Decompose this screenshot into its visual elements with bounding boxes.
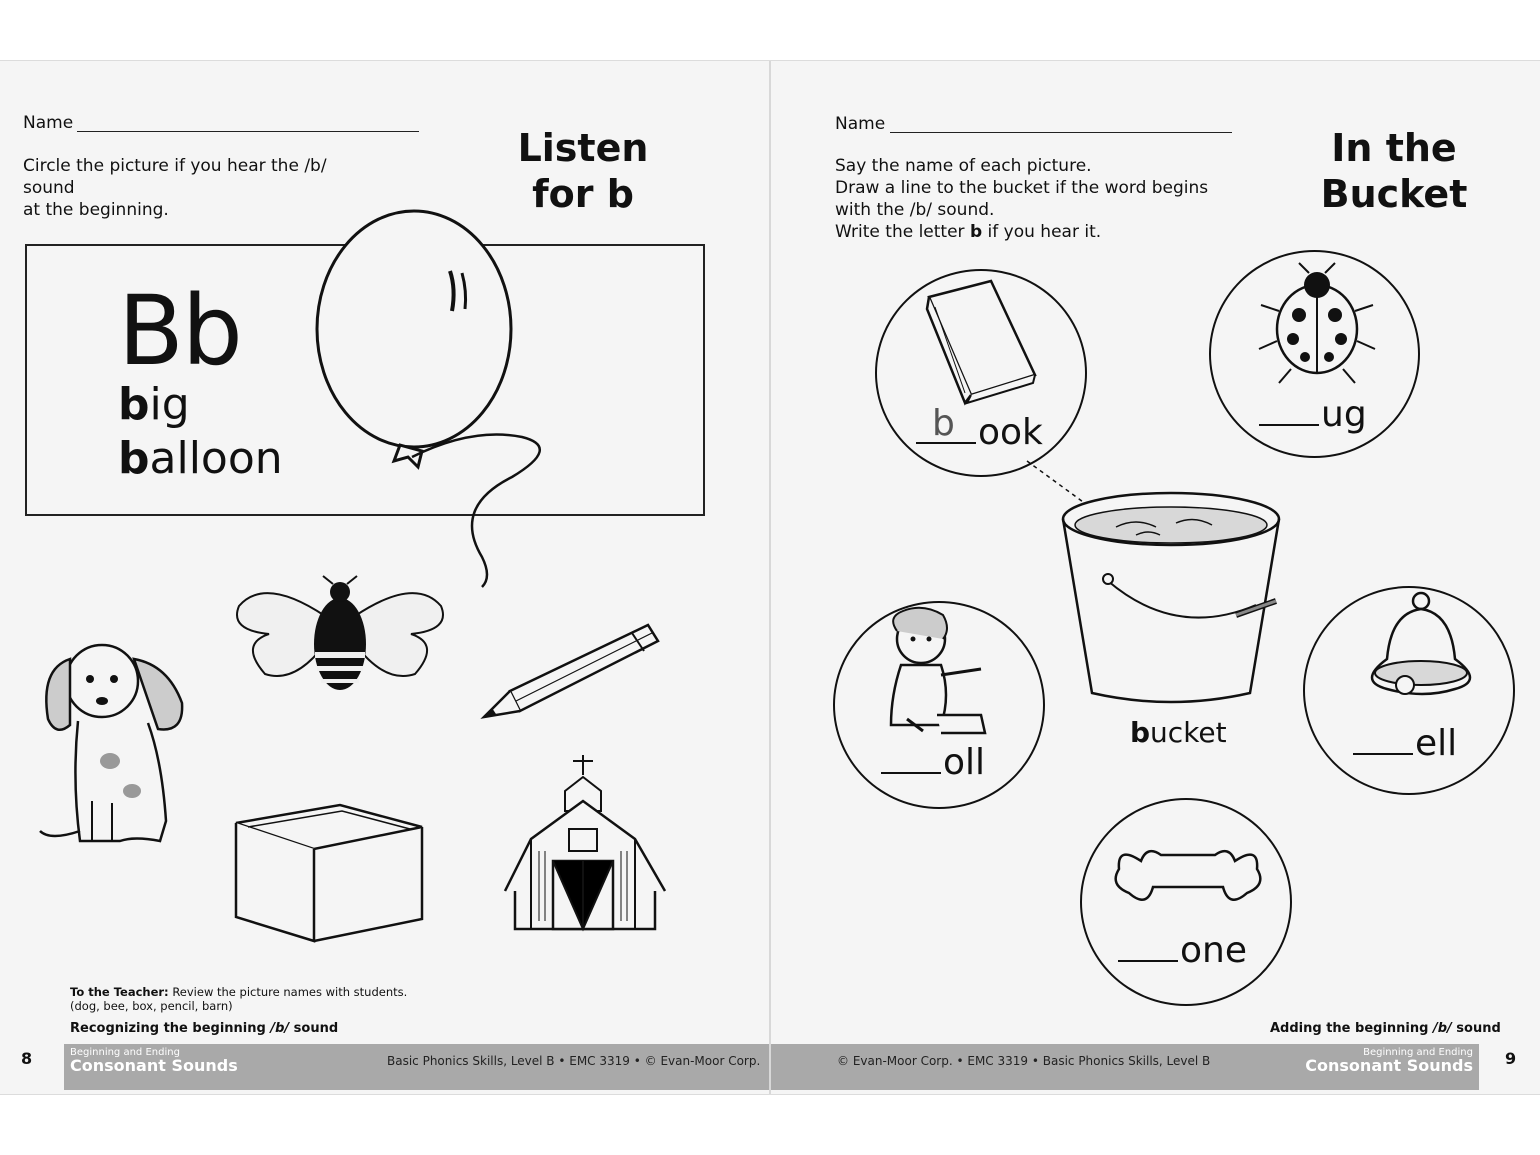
- bell-word: [1353, 724, 1457, 764]
- bucket-icon[interactable]: [1056, 489, 1286, 729]
- band-title: Consonant Sounds: [70, 1056, 238, 1075]
- traced-letter: b: [932, 403, 955, 444]
- instruction-bold: b: [969, 222, 983, 242]
- skill-caption: [1270, 1021, 1501, 1036]
- bone-word: [1118, 931, 1247, 971]
- footer-band: [771, 1044, 1479, 1090]
- skill-text: Recognizing the beginning: [70, 1021, 271, 1036]
- title-line: In the: [1331, 126, 1457, 170]
- band-subtitle: Beginning and Ending: [70, 1047, 180, 1058]
- word-rest: ig: [149, 379, 190, 430]
- bell-icon: [1355, 591, 1475, 701]
- word-ending: oll: [943, 742, 986, 783]
- right-page: [771, 61, 1540, 1094]
- word-ending: ook: [978, 412, 1043, 453]
- book-icon: [921, 279, 1041, 399]
- instruction-line: Say the name of each picture.: [835, 156, 1092, 176]
- word-first-letter: b: [118, 379, 150, 430]
- instruction-line: at the beginning.: [23, 200, 169, 220]
- instructions: [835, 155, 1235, 243]
- bucket-label: [1130, 717, 1227, 749]
- footer-band: [64, 1044, 769, 1090]
- band-title: Consonant Sounds: [1305, 1056, 1473, 1075]
- word-big: [118, 379, 190, 431]
- dog-icon[interactable]: [40, 631, 190, 856]
- word-first-letter: b: [1130, 716, 1151, 749]
- doll-icon: [881, 609, 1001, 739]
- instruction-line: Circle the picture if you hear the /b/ sound: [23, 156, 327, 198]
- instruction-line: with the /b/ sound.: [835, 200, 995, 220]
- instruction-line: Draw a line to the bucket if the word begins: [835, 178, 1209, 198]
- page-title: [1301, 125, 1487, 217]
- teacher-list: (dog, bee, box, pencil, barn): [70, 999, 233, 1013]
- bone-icon: [1115, 839, 1261, 919]
- title-line: Bucket: [1320, 172, 1468, 216]
- skill-text: Adding the beginning: [1270, 1021, 1433, 1036]
- answer-blank[interactable]: [1259, 424, 1319, 426]
- word-balloon: [118, 433, 283, 485]
- title-line: Listen: [517, 126, 649, 170]
- skill-sound: /b/: [1432, 1021, 1452, 1036]
- page-number: 9: [1505, 1049, 1517, 1068]
- bug-word: [1259, 395, 1367, 435]
- teacher-label: To the Teacher:: [70, 985, 169, 999]
- book-spread: [0, 60, 1540, 1095]
- instruction-text: Write the letter: [835, 222, 970, 242]
- word-rest: alloon: [149, 433, 283, 484]
- word-first-letter: b: [118, 433, 150, 484]
- answer-blank[interactable]: [881, 772, 941, 774]
- word-ending: ug: [1321, 394, 1367, 435]
- answer-blank[interactable]: [916, 403, 976, 444]
- barn-icon[interactable]: [495, 751, 680, 936]
- skill-sound: /b/: [270, 1021, 290, 1036]
- instruction-text: if you hear it.: [982, 222, 1102, 242]
- skill-text: sound: [1451, 1021, 1501, 1036]
- box-icon[interactable]: [232, 801, 427, 946]
- instruction-line: [835, 221, 1235, 243]
- name-label: Name: [835, 114, 886, 134]
- teacher-text: Review the picture names with students.: [168, 985, 408, 999]
- name-line[interactable]: [890, 132, 1232, 133]
- left-page: [0, 61, 769, 1094]
- page-number: 8: [21, 1049, 33, 1068]
- big-letters: Bb: [118, 275, 241, 387]
- balloon-icon: [300, 201, 570, 581]
- doll-word: [881, 743, 985, 783]
- footer-credit: Basic Phonics Skills, Level B • EMC 3319 • © Evan-Moor Corp.: [387, 1054, 761, 1068]
- ladybug-icon: [1257, 261, 1377, 381]
- answer-blank[interactable]: [1353, 753, 1413, 755]
- teacher-note: [70, 985, 490, 1013]
- word-ending: one: [1180, 930, 1247, 971]
- bee-icon[interactable]: [235, 576, 447, 696]
- answer-blank[interactable]: [1118, 960, 1178, 962]
- skill-text: sound: [289, 1021, 339, 1036]
- name-label: Name: [23, 113, 74, 133]
- book-word: [916, 403, 1043, 453]
- footer-credit: © Evan-Moor Corp. • EMC 3319 • Basic Phonics Skills, Level B: [837, 1054, 1211, 1068]
- skill-caption: [70, 1021, 338, 1036]
- band-subtitle: Beginning and Ending: [1363, 1047, 1473, 1058]
- title-line: for b: [532, 172, 634, 216]
- word-ending: ell: [1415, 723, 1458, 764]
- name-line[interactable]: [77, 131, 419, 132]
- word-rest: ucket: [1150, 716, 1227, 749]
- pencil-icon[interactable]: [480, 621, 665, 721]
